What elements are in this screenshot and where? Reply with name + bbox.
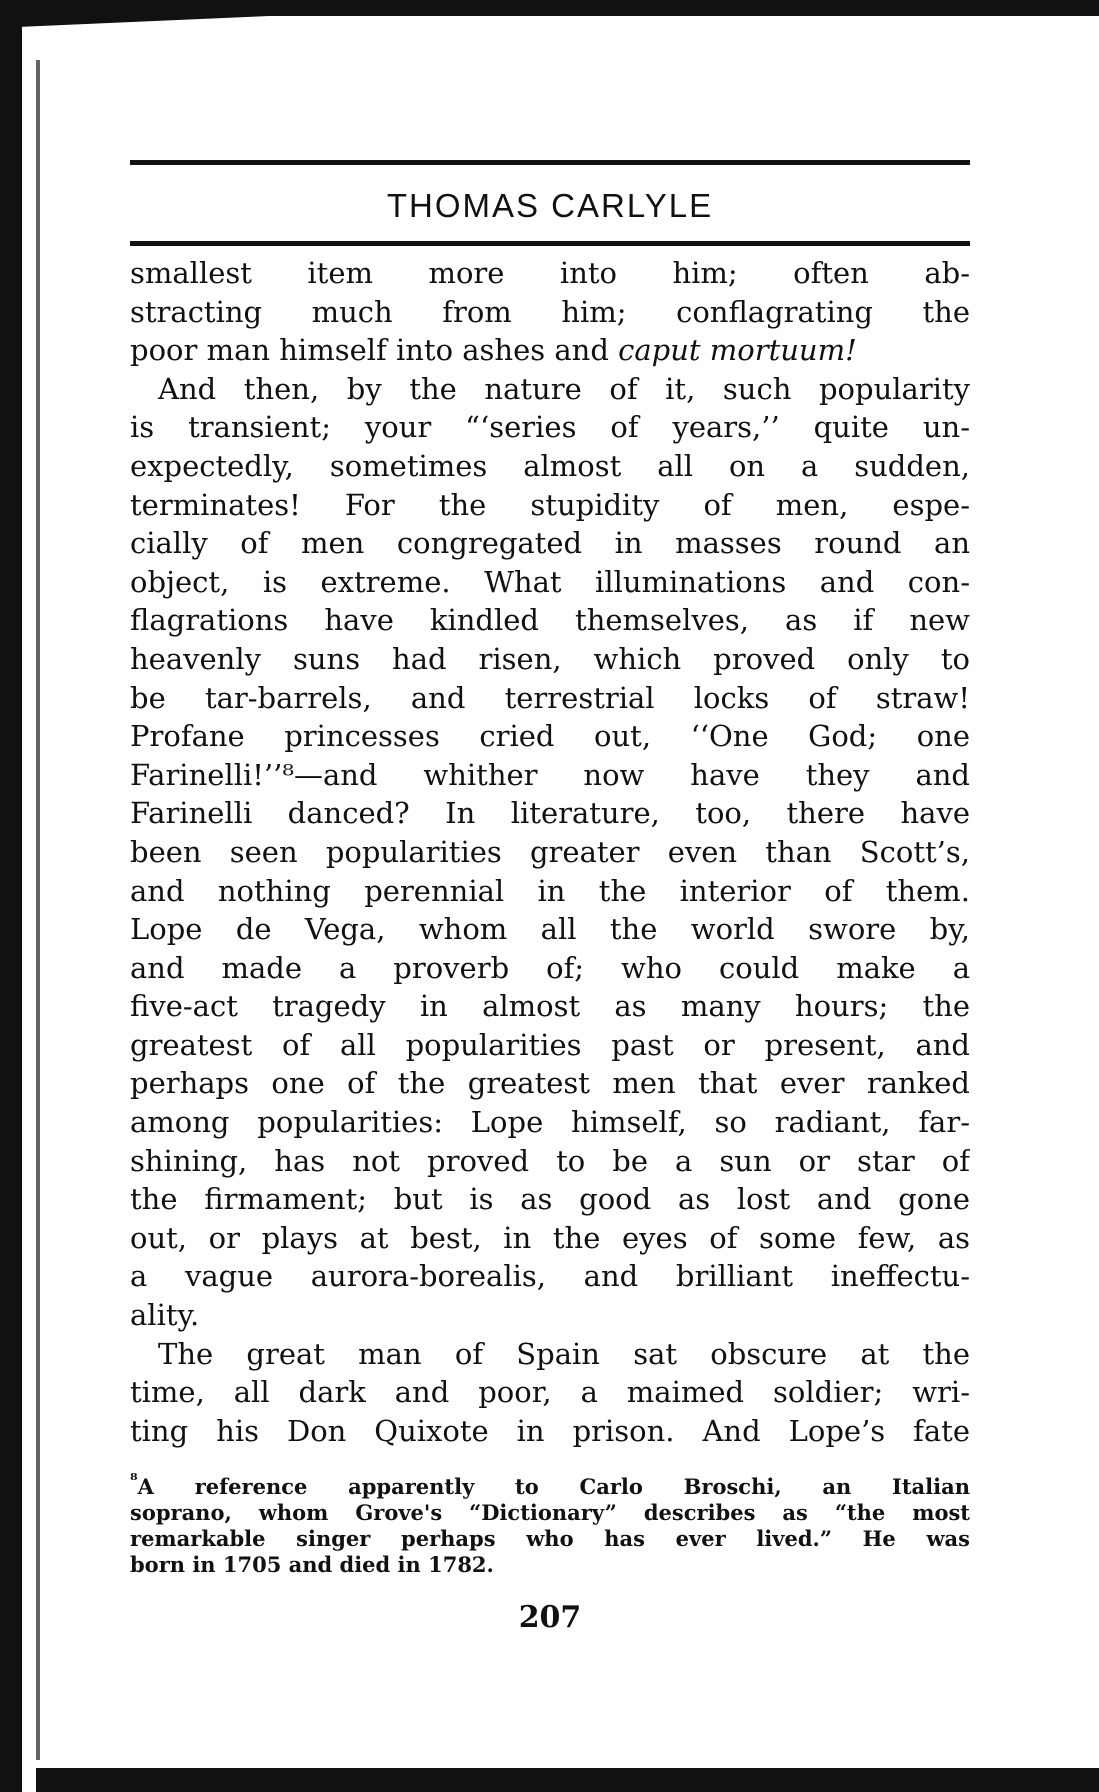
text-line: And then, by the nature of it, such popularity	[158, 371, 970, 406]
text-line: and nothing perennial in the interior of them.	[130, 873, 970, 908]
text-line: been seen popularities greater even than Scott’s,	[130, 834, 970, 869]
text-line: smallest item more into him; often ab-	[130, 256, 970, 290]
scan-bottom-edge	[36, 1768, 1099, 1792]
running-head: THOMAS CARLYLE	[386, 187, 714, 224]
text-line: stracting much from him; conflagrating the	[130, 294, 970, 329]
text-line: out, or plays at best, in the eyes of some few, as	[130, 1220, 970, 1255]
text-line: greatest of all popularities past or present, and	[130, 1027, 970, 1062]
text-span: poor man himself into ashes and	[130, 333, 609, 368]
text-line: and made a proverb of; who could make a	[130, 950, 970, 985]
text-line: perhaps one of the greatest men that ever ranked	[130, 1066, 970, 1101]
text-line: five-act tragedy in almost as many hours; the	[130, 989, 970, 1024]
text-line: be tar-barrels, and terrestrial locks of straw!	[130, 680, 970, 715]
text-line: is transient; your “‘series of years,’’ quite un-	[130, 410, 970, 445]
text-line: a vague aurora-borealis, and brilliant ineffectu-	[130, 1259, 970, 1294]
footnote-line	[130, 1468, 970, 1500]
text-line: Lope de Vega, whom all the world swore by,	[130, 912, 970, 947]
scan-top-edge	[0, 0, 1099, 16]
text-line: among popularities: Lope himself, so radiant, far-	[130, 1105, 970, 1140]
text-line: Farinelli!’’⁸—and whither now have they and	[130, 757, 970, 792]
text-line: Profane princesses cried out, ‘‘One God; one	[130, 719, 970, 754]
text-line: heavenly suns had risen, which proved only to	[130, 641, 970, 676]
scan-page-fold	[36, 60, 40, 1760]
footnote-line: soprano, whom Grove's “Dictionary” describes as “the most	[130, 1500, 970, 1526]
header-rule-bottom	[130, 241, 970, 246]
text-line: ting his Don Quixote in prison. And Lope’s fate	[130, 1413, 970, 1448]
paragraph-2	[130, 370, 970, 1335]
text-line: Farinelli danced? In literature, too, there have	[130, 796, 970, 831]
text-line: ality.	[130, 1298, 200, 1333]
footnote	[130, 1468, 970, 1578]
header-rule-top	[130, 160, 970, 165]
text-line: object, is extreme. What illuminations and con-	[130, 564, 970, 599]
text-line: terminates! For the stupidity of men, espe-	[130, 487, 970, 522]
body-text	[130, 254, 970, 1450]
text-line	[130, 331, 970, 370]
text-line: the firmament; but is as good as lost and gone	[130, 1182, 970, 1217]
page-number: 207	[518, 1600, 582, 1636]
text-line: cially of men congregated in masses round an	[130, 526, 970, 561]
footnote-text: A reference apparently to Carlo Broschi, an Italian	[137, 1474, 970, 1500]
text-line: The great man of Spain sat obscure at the	[158, 1336, 970, 1371]
footnote-marker: ⁸	[130, 1471, 138, 1492]
paragraph-3	[130, 1335, 970, 1451]
text-line: shining, has not proved to be a sun or star of	[130, 1143, 970, 1178]
footnote-line: born in 1705 and died in 1782.	[130, 1552, 494, 1578]
text-line: time, all dark and poor, a maimed soldier; wri-	[130, 1375, 970, 1410]
italic-phrase: caput mortuum!	[618, 333, 857, 368]
text-line: flagrations have kindled themselves, as if new	[130, 603, 970, 638]
scan-left-edge	[0, 0, 22, 1792]
scan-top-shadow	[0, 16, 1099, 64]
footnote-line: remarkable singer perhaps who has ever lived.” He was	[130, 1526, 970, 1552]
text-line: expectedly, sometimes almost all on a sudden,	[130, 448, 970, 483]
paragraph-1	[130, 254, 970, 370]
book-page	[130, 160, 970, 1635]
